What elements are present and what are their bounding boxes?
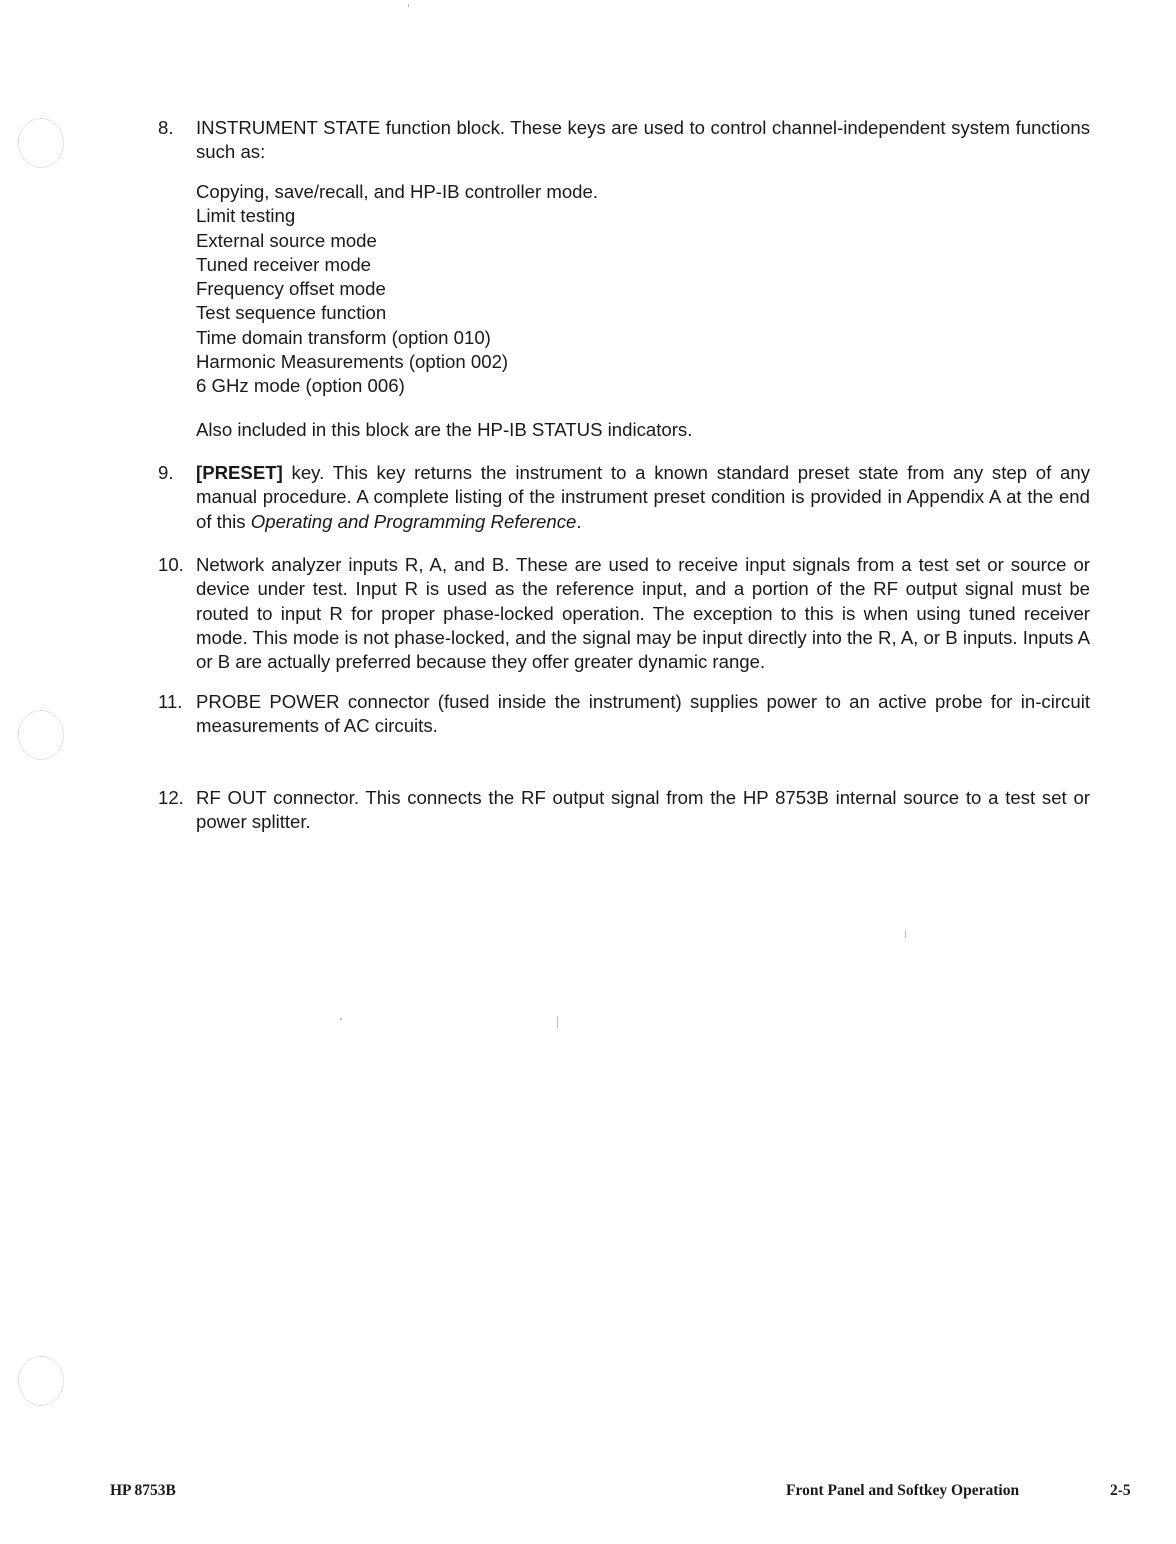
item-text-part: key. This key returns the instrument to a known standard preset state from any step of any manual procedure. A complete listing of the instrument preset condition is provided in Appendix A at the end of this <box>196 462 1090 532</box>
function-list-item: Time domain transform (option 010) <box>196 326 491 348</box>
item-number: 9. <box>158 462 174 483</box>
function-list-item: Tuned receiver mode <box>196 253 372 275</box>
item-number: 11. <box>158 691 183 712</box>
item-text-part: . <box>576 510 582 532</box>
binder-hole-mark <box>18 710 64 760</box>
list-item-8 <box>158 116 1090 166</box>
preset-key-label: [PRESET] <box>196 462 283 483</box>
item-number: 12. <box>158 787 184 808</box>
function-list-item: External source mode <box>196 229 377 251</box>
scan-speck <box>557 1016 558 1028</box>
item-text <box>196 461 1090 534</box>
list-item-9 <box>158 461 1090 536</box>
note-text: Also included in this block are the HP-IB STATUS indicators. <box>196 419 693 440</box>
footer-section-title: Front Panel and Softkey Operation <box>786 1482 1020 1499</box>
item-text: INSTRUMENT STATE function block. These keys are used to control channel-independent system functions such as: <box>196 117 1090 163</box>
item-text: Network analyzer inputs R, A, and B. These are used to receive input signals from a test set or source or device under test. Input R is used as the reference input, and a portion of the RF output signal must be routed to input R for proper phase-locked operation. The exception to this is when using tuned receiver mode. This mode is not phase-locked, and the signal may be input directly into the R, A, or B inputs. Inputs A or B are actually preferred because they offer greater dynamic range. <box>196 554 1090 673</box>
item-number: 10. <box>158 554 184 575</box>
list-item-11 <box>158 690 1090 740</box>
function-list-item: Harmonic Measurements (option 002) <box>196 351 509 373</box>
manual-title: Operating and Programming Reference <box>250 510 577 532</box>
function-list-item: Limit testing <box>196 205 296 227</box>
list-item-10 <box>158 553 1090 703</box>
scan-speck <box>408 4 409 7</box>
binder-hole-mark <box>18 1356 64 1406</box>
scan-speck <box>905 930 906 938</box>
scan-speck <box>340 1018 342 1020</box>
item-text: PROBE POWER connector (fused inside the instrument) supplies power to an active probe for in-circuit measurements of AC circuits. <box>196 691 1090 737</box>
footer-model: HP 8753B <box>110 1482 176 1499</box>
function-list-item: Test sequence function <box>196 302 387 324</box>
list-item-12 <box>158 786 1090 836</box>
item-number: 8. <box>158 117 174 138</box>
footer-page-number: 2-5 <box>1110 1482 1131 1499</box>
function-list-item: Frequency offset mode <box>196 278 386 300</box>
function-list-item: 6 GHz mode (option 006) <box>196 375 405 397</box>
status-indicator-note <box>196 418 692 442</box>
binder-hole-mark <box>18 118 64 168</box>
item-text: RF OUT connector. This connects the RF output signal from the HP 8753B internal source to a test set or power splitter. <box>196 787 1090 833</box>
function-list-item: Copying, save/recall, and HP-IB controller mode. <box>196 181 599 202</box>
instrument-state-function-list <box>196 180 598 399</box>
